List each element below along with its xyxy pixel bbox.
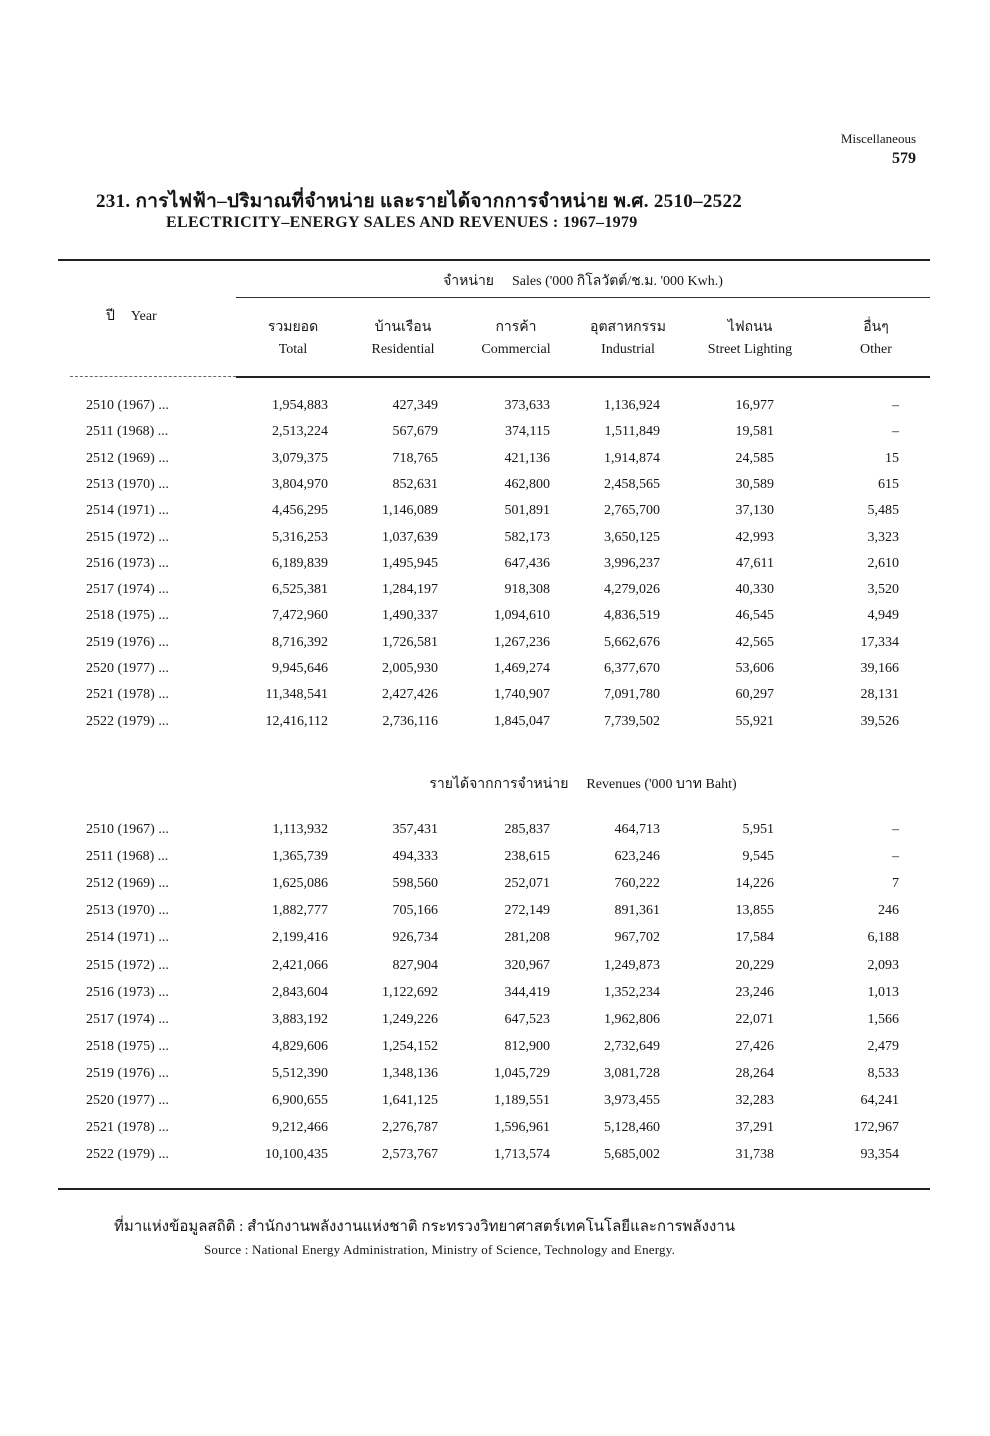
value-cell: 427,349 [392, 398, 438, 413]
value-cell: 1,284,197 [382, 582, 438, 598]
table-row [0, 661, 990, 687]
value-cell: 891,361 [614, 903, 660, 919]
value-cell: 718,765 [392, 450, 438, 466]
table-row [0, 1012, 990, 1038]
value-cell: 1,495,945 [382, 555, 438, 571]
value-cell: 1,189,551 [494, 1093, 550, 1108]
value-cell: 3,996,237 [604, 555, 660, 571]
value-cell: 462,800 [504, 476, 550, 492]
value-cell: 4,279,026 [604, 582, 660, 598]
value-cell: 1,954,883 [272, 398, 328, 413]
column-header-residential [348, 317, 458, 361]
table-row [0, 398, 990, 424]
value-cell: 2,458,565 [604, 476, 660, 492]
table-row [0, 1066, 990, 1092]
value-cell: 1,122,692 [382, 984, 438, 1000]
value-cell: 1,641,125 [382, 1093, 438, 1108]
value-cell: 2,005,930 [382, 661, 438, 676]
value-cell: 5,128,460 [604, 1120, 660, 1136]
value-cell: 3,079,375 [272, 450, 328, 466]
value-cell: 7 [892, 876, 899, 892]
value-cell: 31,738 [735, 1147, 774, 1163]
table-row [0, 903, 990, 929]
year-cell: 2515 (1972) ... [86, 529, 169, 545]
year-cell: 2510 (1967) ... [86, 822, 169, 837]
value-cell: 5,512,390 [272, 1065, 328, 1081]
value-cell: 8,716,392 [272, 634, 328, 650]
value-cell: 1,625,086 [272, 876, 328, 892]
value-cell: 647,523 [504, 1011, 550, 1027]
value-cell: 4,836,519 [604, 608, 660, 624]
value-cell: 647,436 [504, 555, 550, 571]
value-cell: 6,189,839 [272, 555, 328, 571]
value-cell: 272,149 [504, 903, 550, 919]
column-header-total [238, 317, 348, 361]
value-cell: 17,584 [735, 930, 774, 946]
value-cell: 1,740,907 [494, 687, 550, 703]
year-cell: 2518 (1975) ... [86, 1038, 169, 1054]
value-cell: 246 [878, 903, 899, 919]
value-cell: 1,845,047 [494, 713, 550, 729]
column-header-english: Total [278, 342, 308, 357]
table-row [0, 1147, 990, 1173]
column-header-english: Industrial [601, 342, 655, 357]
value-cell: 464,713 [614, 822, 660, 837]
value-cell: 39,166 [860, 661, 899, 676]
year-cell: 2511 (1968) ... [86, 849, 169, 865]
value-cell: 5,485 [867, 503, 899, 519]
value-cell: 28,264 [735, 1065, 774, 1081]
value-cell: 15 [885, 450, 899, 466]
value-cell: 46,545 [735, 608, 774, 624]
column-header-thai: ไฟถนน [727, 320, 773, 335]
value-cell: 1,254,152 [382, 1038, 438, 1054]
year-header-english: Year [130, 309, 157, 324]
value-cell: 2,479 [867, 1038, 899, 1054]
page-number: 579 [892, 150, 916, 167]
value-cell: 60,297 [735, 687, 774, 703]
value-cell: 172,967 [853, 1120, 899, 1136]
column-header-thai: อุตสาหกรรม [590, 320, 666, 335]
value-cell: 13,855 [735, 903, 774, 919]
value-cell: 11,348,541 [265, 687, 328, 703]
table-row [0, 503, 990, 529]
sales-heading-english: Sales ('000 กิโลวัตต์/ช.ม. '000 Kwh.) [512, 274, 723, 289]
column-header-thai: การค้า [495, 320, 537, 335]
revenues-heading-thai: รายได้จากการจำหน่าย [429, 777, 569, 792]
value-cell: 37,291 [735, 1120, 774, 1136]
value-cell: 53,606 [735, 661, 774, 676]
year-cell: 2515 (1972) ... [86, 957, 169, 973]
value-cell: 1,882,777 [272, 903, 328, 919]
value-cell: 1,348,136 [382, 1065, 438, 1081]
value-cell: 3,520 [867, 582, 899, 598]
value-cell: 39,526 [860, 713, 899, 729]
value-cell: 3,323 [867, 529, 899, 545]
value-cell: 30,589 [735, 476, 774, 492]
value-cell: 1,352,234 [604, 984, 660, 1000]
value-cell: 2,736,116 [382, 713, 438, 729]
column-header-english: Street Lighting [707, 342, 793, 357]
value-cell: 22,071 [735, 1011, 774, 1027]
value-cell: 1,726,581 [382, 634, 438, 650]
value-cell: 42,993 [735, 529, 774, 545]
value-cell: 1,490,337 [382, 608, 438, 624]
table-row [0, 822, 990, 848]
value-cell: 5,662,676 [604, 634, 660, 650]
value-cell: 3,973,455 [604, 1093, 660, 1108]
value-cell: 7,739,502 [604, 713, 660, 729]
table-title-thai: 231. การไฟฟ้า–ปริมาณที่จำหน่าย และรายได้จากการจำหน่าย พ.ศ. 2510–2522 [96, 191, 743, 212]
sales-heading-thai: จำหน่าย [443, 274, 495, 289]
table-row [0, 1120, 990, 1146]
year-cell: 2516 (1973) ... [86, 984, 169, 1000]
value-cell: 285,837 [504, 822, 550, 837]
value-cell: 4,456,295 [272, 503, 328, 519]
value-cell: 1,713,574 [494, 1147, 550, 1163]
value-cell: 373,633 [504, 398, 550, 413]
value-cell: 3,081,728 [604, 1065, 660, 1081]
value-cell: 7,472,960 [272, 608, 328, 624]
table-row [0, 635, 990, 661]
column-header-thai: อื่นๆ [863, 320, 889, 335]
value-cell: – [892, 849, 899, 865]
value-cell: 20,229 [735, 957, 774, 973]
value-cell: 10,100,435 [265, 1147, 328, 1163]
value-cell: 2,199,416 [272, 930, 328, 946]
value-cell: 494,333 [392, 849, 438, 865]
table-bottom-rule [58, 1188, 930, 1190]
value-cell: 615 [878, 476, 899, 492]
table-row [0, 424, 990, 450]
value-cell: 9,545 [742, 849, 774, 865]
year-cell: 2521 (1978) ... [86, 1120, 169, 1136]
value-cell: 1,914,874 [604, 450, 660, 466]
column-header-english: Other [860, 342, 892, 357]
value-cell: 582,173 [504, 529, 550, 545]
value-cell: 6,525,381 [272, 582, 328, 598]
column-header-other [836, 317, 916, 361]
value-cell: 1,365,739 [272, 849, 328, 865]
value-cell: 1,094,610 [494, 608, 550, 624]
year-cell: 2511 (1968) ... [86, 424, 169, 440]
year-cell: 2522 (1979) ... [86, 1147, 169, 1163]
year-cell: 2520 (1977) ... [86, 1093, 169, 1108]
value-cell: 5,951 [742, 822, 774, 837]
value-cell: 2,765,700 [604, 503, 660, 519]
value-cell: 320,967 [504, 957, 550, 973]
value-cell: 344,419 [504, 984, 550, 1000]
revenues-group-heading [236, 773, 930, 795]
value-cell: 1,113,932 [272, 822, 328, 837]
column-header-commercial [460, 317, 572, 361]
value-cell: 421,136 [504, 450, 550, 466]
year-cell: 2513 (1970) ... [86, 476, 169, 492]
value-cell: 5,685,002 [604, 1147, 660, 1163]
value-cell: 14,226 [735, 876, 774, 892]
value-cell: 501,891 [504, 503, 550, 519]
value-cell: 1,249,873 [604, 957, 660, 973]
value-cell: 1,146,089 [382, 503, 438, 519]
column-header-street-lighting [684, 317, 816, 361]
value-cell: 1,136,924 [604, 398, 660, 413]
value-cell: 6,900,655 [272, 1093, 328, 1108]
year-header-thai: ปี [106, 309, 115, 324]
year-column-header [106, 305, 157, 327]
value-cell: 598,560 [392, 876, 438, 892]
year-cell: 2519 (1976) ... [86, 1065, 169, 1081]
table-row [0, 1093, 990, 1119]
value-cell: 32,283 [735, 1093, 774, 1108]
year-cell: 2519 (1976) ... [86, 634, 169, 650]
value-cell: 705,166 [392, 903, 438, 919]
table-top-rule [58, 259, 930, 261]
value-cell: 37,130 [735, 503, 774, 519]
value-cell: 55,921 [735, 713, 774, 729]
value-cell: 7,091,780 [604, 687, 660, 703]
value-cell: 4,829,606 [272, 1038, 328, 1054]
value-cell: 9,945,646 [272, 661, 328, 676]
year-cell: 2514 (1971) ... [86, 503, 169, 519]
table-row [0, 1039, 990, 1065]
value-cell: 27,426 [735, 1038, 774, 1054]
value-cell: – [892, 822, 899, 837]
year-cell: 2512 (1969) ... [86, 876, 169, 892]
value-cell: 3,804,970 [272, 476, 328, 492]
value-cell: 42,565 [735, 634, 774, 650]
source-note-thai: ที่มาแห่งข้อมูลสถิติ : สำนักงานพลังงานแห่งชาติ กระทรวงวิทยาศาสตร์เทคโนโลยีและการพลังงาน [114, 1219, 735, 1235]
value-cell: 12,416,112 [265, 713, 328, 729]
year-cell: 2518 (1975) ... [86, 608, 169, 624]
year-cell: 2512 (1969) ... [86, 450, 169, 466]
table-row [0, 556, 990, 582]
table-row [0, 530, 990, 556]
value-cell: 567,679 [392, 424, 438, 440]
value-cell: 3,883,192 [272, 1011, 328, 1027]
value-cell: 1,013 [867, 984, 899, 1000]
value-cell: 1,566 [867, 1011, 899, 1027]
table-row [0, 958, 990, 984]
value-cell: – [892, 398, 899, 413]
value-cell: 24,585 [735, 450, 774, 466]
value-cell: 926,734 [392, 930, 438, 946]
header-dashed-rule [70, 376, 236, 377]
table-row [0, 582, 990, 608]
value-cell: 357,431 [392, 822, 438, 837]
value-cell: 16,977 [735, 398, 774, 413]
value-cell: 852,631 [392, 476, 438, 492]
source-note-english: Source : National Energy Administration, Ministry of Science, Technology and Energy. [204, 1242, 676, 1257]
value-cell: 2,843,604 [272, 984, 328, 1000]
column-group-rule [236, 297, 930, 298]
value-cell: 812,900 [504, 1038, 550, 1054]
table-row [0, 451, 990, 477]
year-cell: 2517 (1974) ... [86, 1011, 169, 1027]
table-row [0, 876, 990, 902]
table-row [0, 930, 990, 956]
table-row [0, 985, 990, 1011]
year-cell: 2520 (1977) ... [86, 661, 169, 676]
year-cell: 2510 (1967) ... [86, 398, 169, 413]
table-title-english: ELECTRICITY–ENERGY SALES AND REVENUES : 1967–1979 [166, 214, 638, 231]
value-cell: 918,308 [504, 582, 550, 598]
value-cell: 2,421,066 [272, 957, 328, 973]
value-cell: 760,222 [614, 876, 660, 892]
table-row [0, 608, 990, 634]
column-header-thai: รวมยอด [267, 320, 319, 335]
value-cell: 8,533 [867, 1065, 899, 1081]
year-cell: 2517 (1974) ... [86, 582, 169, 598]
value-cell: 17,334 [860, 634, 899, 650]
column-header-english: Residential [371, 342, 435, 357]
value-cell: 374,115 [505, 424, 550, 440]
column-header-thai: บ้านเรือน [374, 320, 432, 335]
value-cell: 2,610 [867, 555, 899, 571]
year-cell: 2513 (1970) ... [86, 903, 169, 919]
value-cell: 2,513,224 [272, 424, 328, 440]
value-cell: 2,276,787 [382, 1120, 438, 1136]
value-cell: 40,330 [735, 582, 774, 598]
section-label: Miscellaneous [840, 131, 916, 146]
year-cell: 2522 (1979) ... [86, 713, 169, 729]
value-cell: 19,581 [735, 424, 774, 440]
value-cell: 1,267,236 [494, 634, 550, 650]
value-cell: 64,241 [860, 1093, 899, 1108]
value-cell: 238,615 [504, 849, 550, 865]
value-cell: 827,904 [392, 957, 438, 973]
value-cell: 1,249,226 [382, 1011, 438, 1027]
sales-group-heading [236, 270, 930, 292]
value-cell: 1,045,729 [494, 1065, 550, 1081]
value-cell: 967,702 [614, 930, 660, 946]
table-row [0, 714, 990, 740]
value-cell: 1,511,849 [604, 424, 660, 440]
table-row [0, 477, 990, 503]
value-cell: 1,469,274 [494, 661, 550, 676]
value-cell: 1,037,639 [382, 529, 438, 545]
revenues-heading-english: Revenues ('000 บาท Baht) [586, 777, 737, 792]
value-cell: 2,732,649 [604, 1038, 660, 1054]
value-cell: 9,212,466 [272, 1120, 328, 1136]
value-cell: 1,596,961 [494, 1120, 550, 1136]
year-cell: 2521 (1978) ... [86, 687, 169, 703]
value-cell: 1,962,806 [604, 1011, 660, 1027]
column-header-english: Commercial [481, 342, 551, 357]
value-cell: 5,316,253 [272, 529, 328, 545]
value-cell: 252,071 [504, 876, 550, 892]
table-row [0, 849, 990, 875]
year-cell: 2516 (1973) ... [86, 555, 169, 571]
table-row [0, 687, 990, 713]
value-cell: – [892, 424, 899, 440]
value-cell: 6,377,670 [604, 661, 660, 676]
value-cell: 4,949 [867, 608, 899, 624]
value-cell: 47,611 [736, 555, 774, 571]
value-cell: 623,246 [614, 849, 660, 865]
value-cell: 23,246 [735, 984, 774, 1000]
value-cell: 93,354 [860, 1147, 899, 1163]
column-header-industrial [572, 317, 684, 361]
value-cell: 28,131 [860, 687, 899, 703]
value-cell: 2,573,767 [382, 1147, 438, 1163]
value-cell: 2,427,426 [382, 687, 438, 703]
value-cell: 3,650,125 [604, 529, 660, 545]
value-cell: 6,188 [867, 930, 899, 946]
header-bottom-rule [236, 376, 930, 378]
value-cell: 281,208 [504, 930, 550, 946]
year-cell: 2514 (1971) ... [86, 930, 169, 946]
value-cell: 2,093 [867, 957, 899, 973]
